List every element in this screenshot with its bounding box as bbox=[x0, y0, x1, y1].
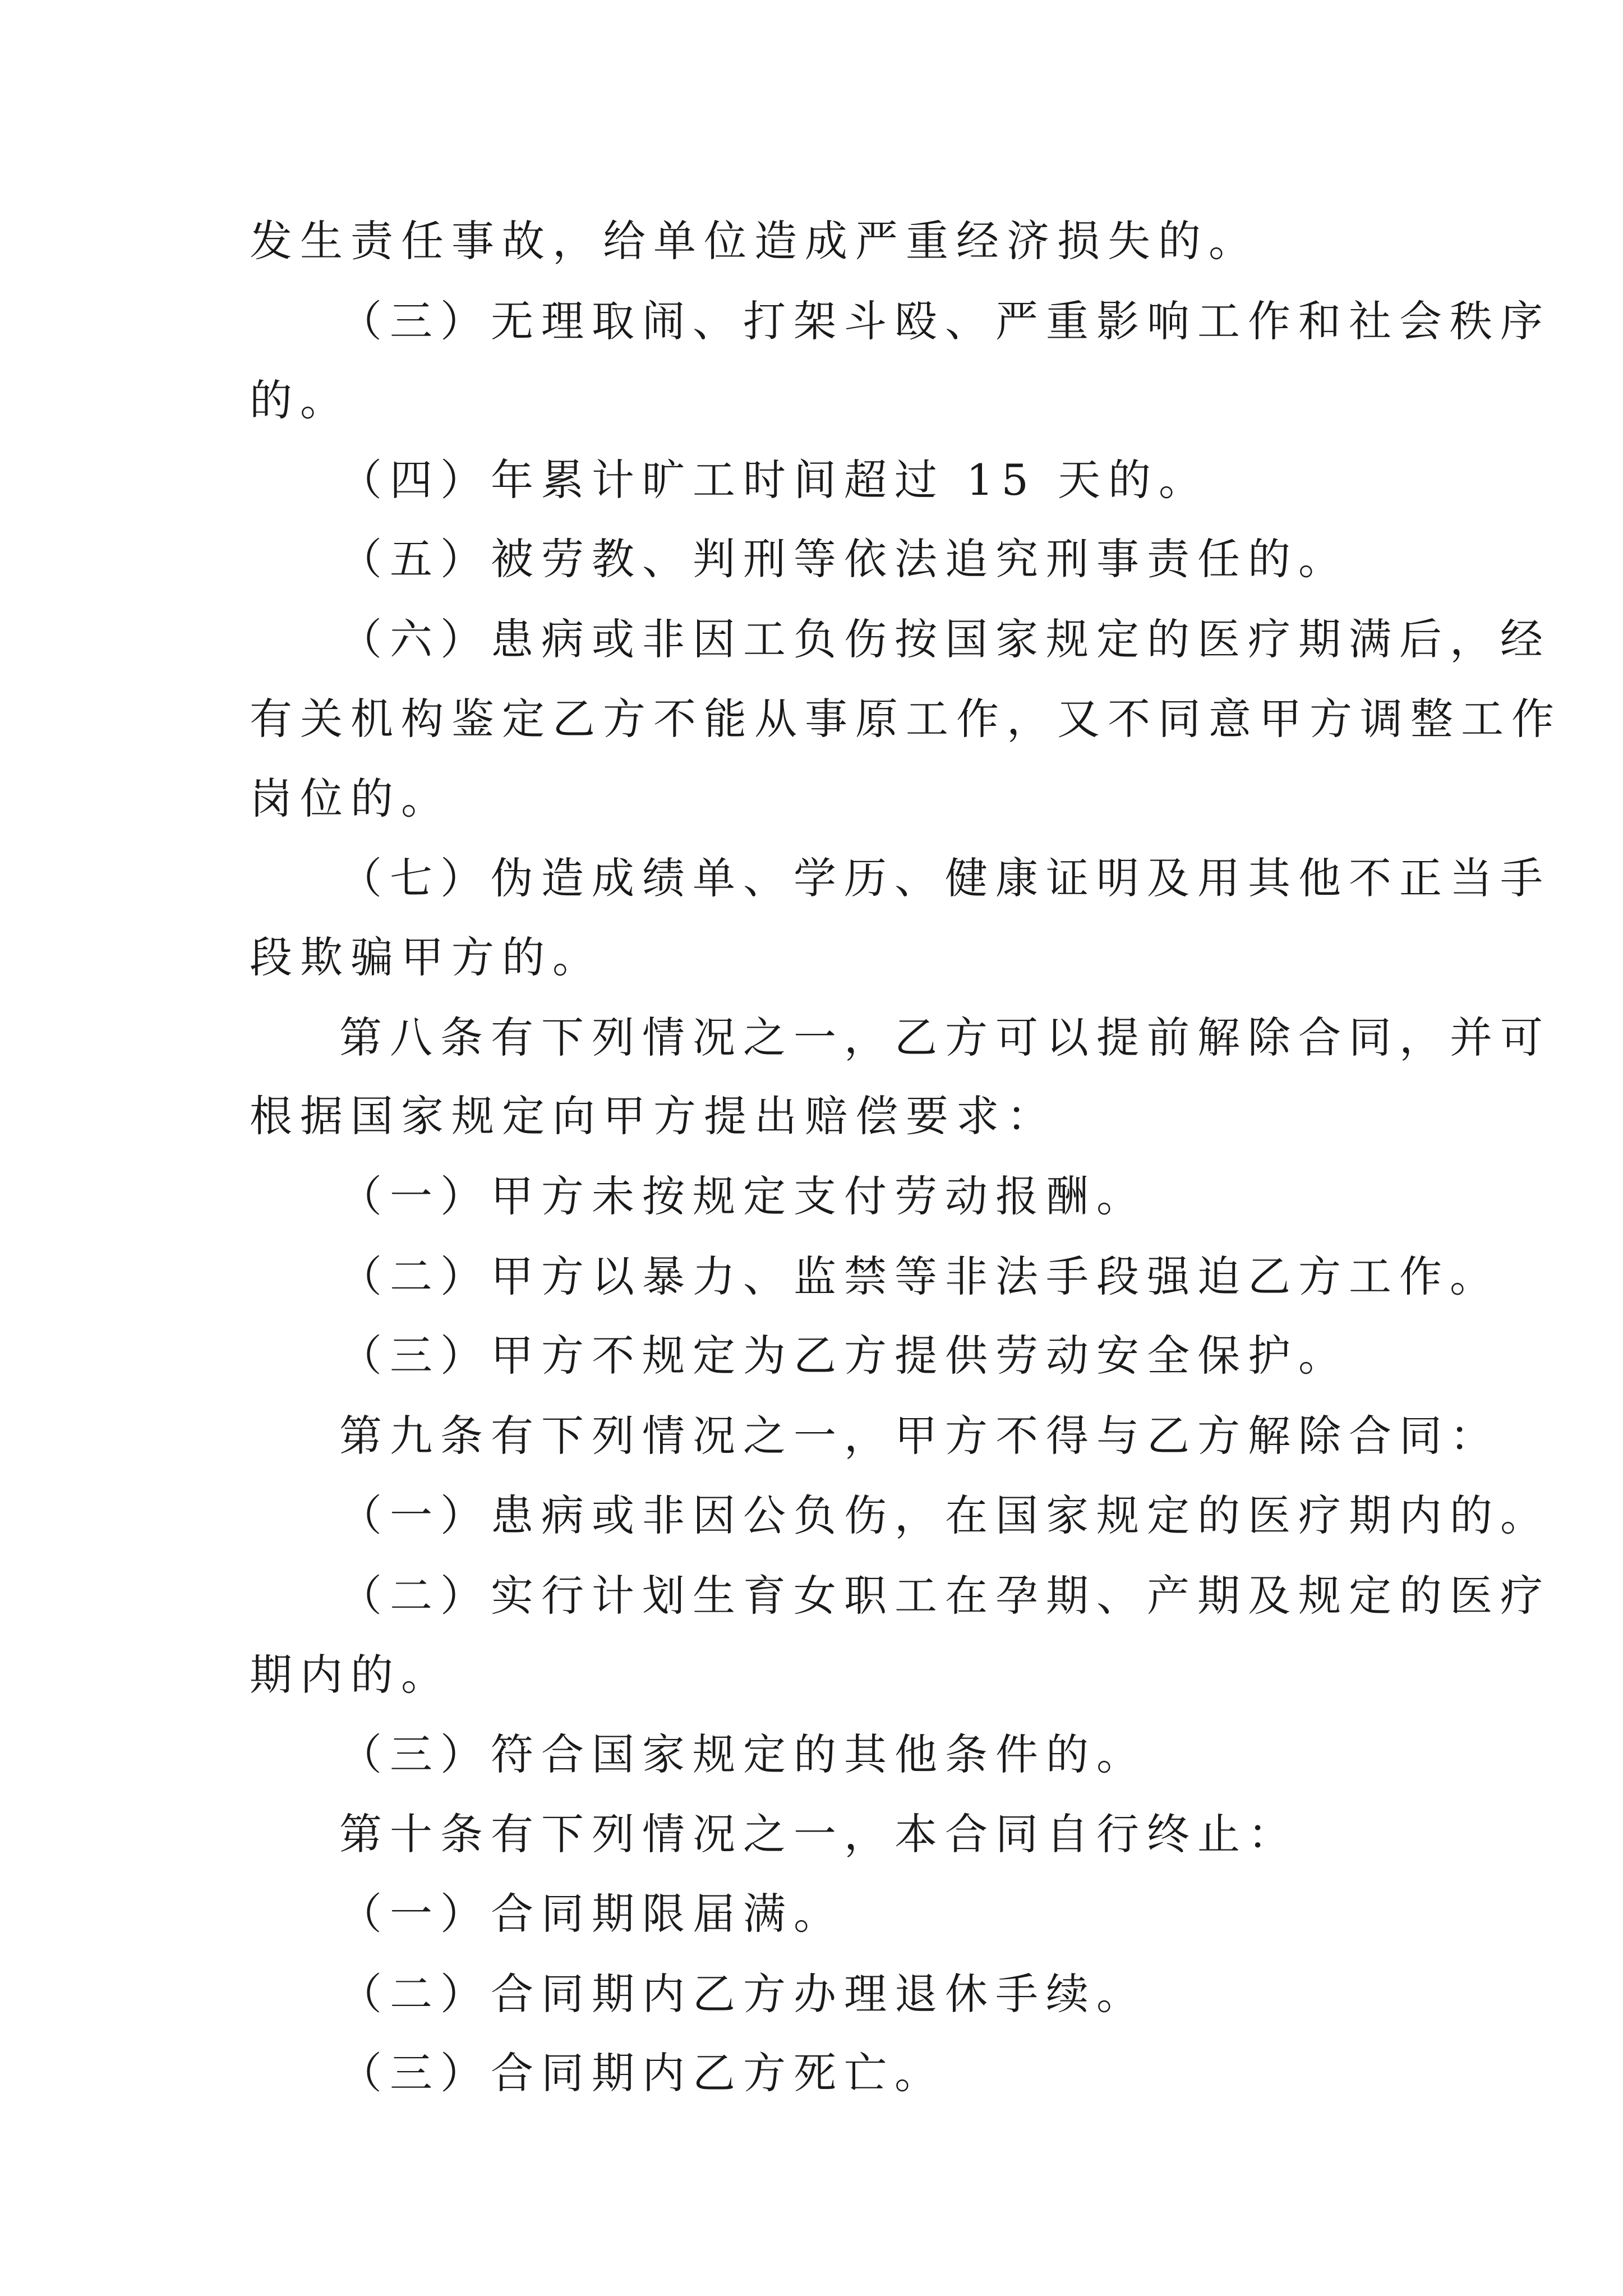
text-line: （三）合同期内乙方死亡。 bbox=[339, 2048, 945, 2098]
text-line: （一）患病或非因公负伤，在国家规定的医疗期内的。 bbox=[339, 1490, 1551, 1540]
text-line: （三）无理取闹、打架斗殴、严重影响工作和社会秩序 bbox=[339, 296, 1551, 346]
text-line: （一）甲方未按规定支付劳动报酬。 bbox=[339, 1171, 1147, 1221]
text-line: 发生责任事故，给单位造成严重经济损失的。 bbox=[250, 216, 1259, 266]
text-line: （二）合同期内乙方办理退休手续。 bbox=[339, 1969, 1147, 2019]
text-line: （五）被劳教、判刑等依法追究刑事责任的。 bbox=[339, 534, 1349, 584]
text-line: （二）甲方以暴力、监禁等非法手段强迫乙方工作。 bbox=[339, 1251, 1500, 1301]
text-line: （四）年累计旷工时间超过 15 天的。 bbox=[339, 455, 1210, 505]
text-line: 第九条有下列情况之一，甲方不得与乙方解除合同： bbox=[339, 1411, 1500, 1461]
text-line: 根据国家规定向甲方提出赔偿要求： bbox=[250, 1091, 1057, 1141]
text-line: （三）甲方不规定为乙方提供劳动安全保护。 bbox=[339, 1331, 1349, 1381]
text-line: （二）实行计划生育女职工在孕期、产期及规定的医疗 bbox=[339, 1571, 1551, 1621]
text-line: 第八条有下列情况之一，乙方可以提前解除合同，并可 bbox=[339, 1013, 1551, 1062]
text-line: （一）合同期限届满。 bbox=[339, 1889, 844, 1939]
text-line: 期内的。 bbox=[250, 1650, 451, 1700]
text-line: 第十条有下列情况之一，本合同自行终止： bbox=[339, 1809, 1298, 1859]
text-line: （七）伪造成绩单、学历、健康证明及用其他不正当手 bbox=[339, 853, 1551, 903]
text-line: （六）患病或非因工负伤按国家规定的医疗期满后，经 bbox=[339, 614, 1551, 664]
text-line: （三）符合国家规定的其他条件的。 bbox=[339, 1729, 1147, 1779]
text-line: 有关机构鉴定乙方不能从事原工作，又不同意甲方调整工作 bbox=[250, 694, 1562, 744]
text-line: 岗位的。 bbox=[250, 774, 451, 823]
text-line: 的。 bbox=[250, 375, 351, 425]
text-line: 段欺骗甲方的。 bbox=[250, 932, 603, 982]
